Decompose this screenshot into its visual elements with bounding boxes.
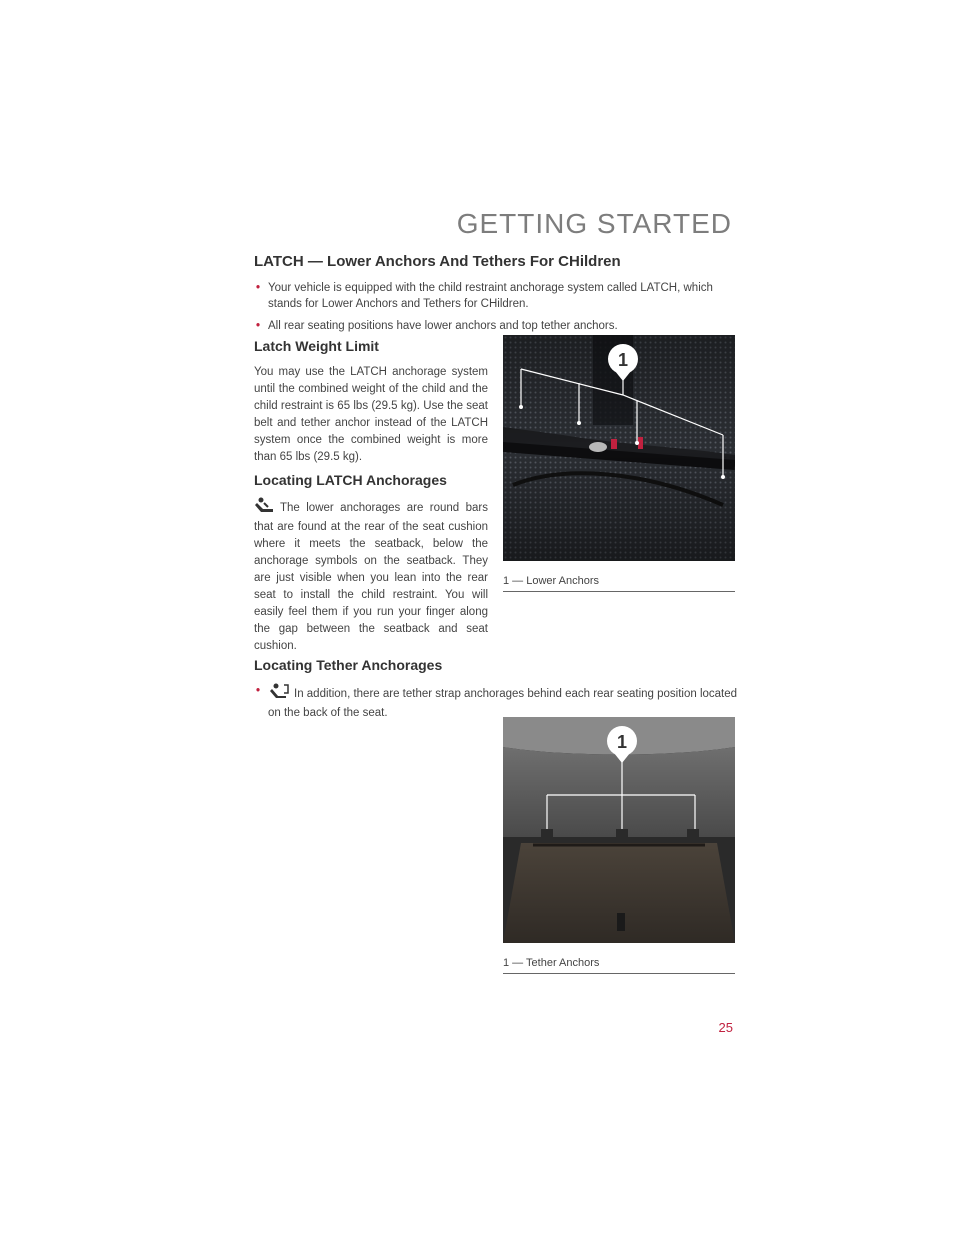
bullet-icon: • bbox=[256, 320, 261, 332]
weight-limit-heading: Latch Weight Limit bbox=[254, 338, 379, 354]
locating-latch-heading: Locating LATCH Anchorages bbox=[254, 472, 447, 488]
weight-limit-text: You may use the LATCH anchorage system until the combined weight of the child and the child restraint is 65 lbs (29.5 kg). Use the seat belt and tether anchor instead of the LATCH system once the combined weight is more than 65 lbs (29.5 kg). bbox=[254, 366, 488, 463]
page-number: 25 bbox=[718, 1020, 733, 1035]
tether-anchor-icon bbox=[268, 683, 290, 705]
figure-caption: 1 — Lower Anchors bbox=[503, 575, 735, 592]
child-seat-icon bbox=[254, 497, 276, 519]
list-item: • All rear seating positions have lower anchors and top tether anchors. bbox=[256, 320, 618, 332]
callout-number: 1 bbox=[616, 732, 628, 752]
intro-bullets bbox=[254, 280, 736, 340]
callout-number: 1 bbox=[617, 350, 629, 370]
list-item: • Your vehicle is equipped with the child restraint anchorage system called LATCH, which stands for Lower Anchors and Tethers for CHildren. bbox=[256, 282, 713, 310]
lower-anchors-photo bbox=[503, 335, 735, 561]
figure-caption: 1 — Tether Anchors bbox=[503, 957, 735, 974]
section-header: GETTING STARTED bbox=[456, 208, 732, 239]
bullet-icon: • bbox=[256, 685, 261, 697]
tether-anchors-photo bbox=[503, 717, 735, 943]
bullet-icon: • bbox=[256, 282, 261, 294]
locating-latch-text: The lower anchorages are round bars that are found at the rear of the seat cushion where it meets the seatback, below the anchorage symbols on the seatback. They are just visible when you lean into the rear seat to install the child restraint. You will easily feel them if you run your finger along the gap between the seatback and seat cushion. bbox=[254, 497, 488, 655]
locating-tether-heading: Locating Tether Anchorages bbox=[254, 657, 443, 673]
page-title: LATCH — Lower Anchors And Tethers For CHildren bbox=[254, 253, 621, 270]
locating-tether-text: • In addition, there are tether strap anchorages behind each rear seating position located on the back of the seat. bbox=[256, 685, 738, 719]
